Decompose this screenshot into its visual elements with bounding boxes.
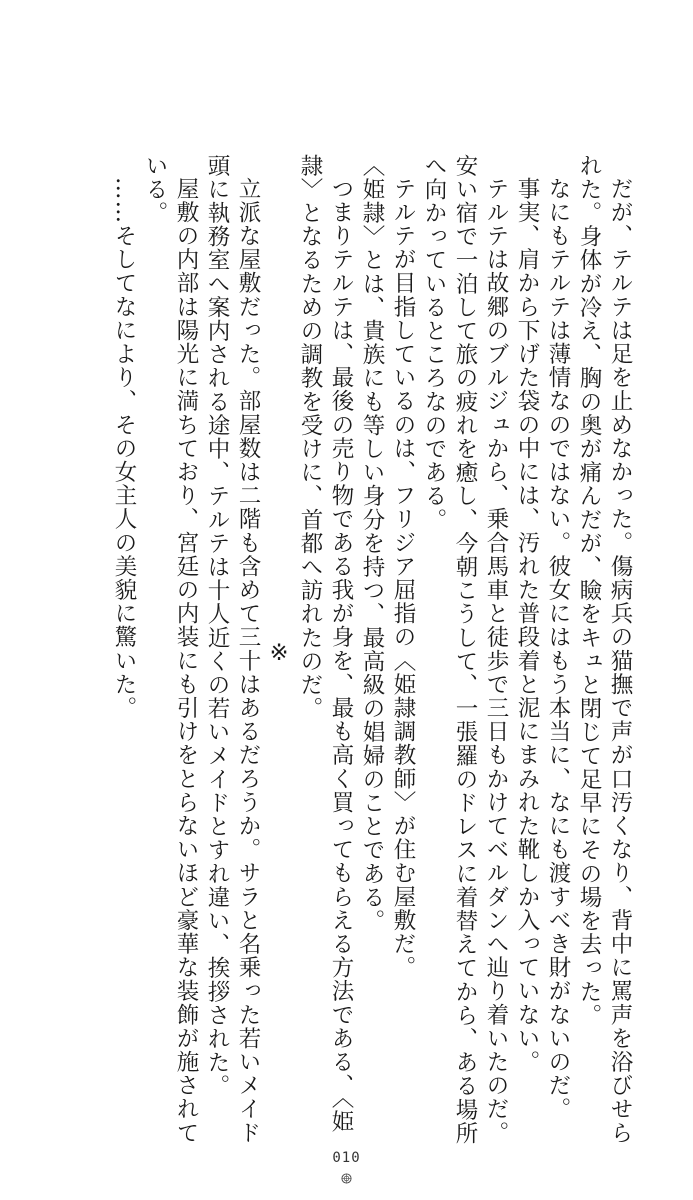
paragraph: 屋敷の内部は陽光に満ちており、宮廷の内装にも引けをとらないほど豪華な装飾が施されている。 (142, 154, 199, 1145)
body-text (108, 154, 635, 1154)
ornament-icon (341, 1173, 352, 1184)
paragraph: テルテは故郷のブルジュから、乗合馬車と徒歩で三日もかけてベルダンへ辿り着いたのだ。安い宿で一泊して旅の疲れを癒し、今朝こうして、一張羅のドレスに着替えてから、ある場所へ向かっているところなのである。 (421, 154, 509, 1146)
paragraph: 立派な屋敷だった。部屋数は二階も含めて三十はあるだろうか。サラと名乗った若いメイド頭に執務室へ案内される途中、テルテは十人近くの若いメイドとすれ違い、挨拶された。 (204, 154, 261, 1145)
section-break: ※ (266, 640, 292, 668)
page-number: 010 (332, 1150, 361, 1166)
paragraph: つまりテルテは、最後の売り物である我が身を、最も高く買ってもらえる方法である、〈姫隷〉となるための調教を受けに、首都へ訪れたのだ。 (297, 154, 354, 1133)
paragraph: だが、テルテは足を止めなかった。傷病兵の猫撫で声が口汚くなり、背中に罵声を浴びせられた。身体が冷え、胸の奥が痛んだが、瞼をキュと閉じて足早にその場を去った。 (576, 154, 633, 1145)
paragraph: 事実、肩から下げた袋の中には、汚れた普段着と泥にまみれた靴しか入っていない。 (514, 176, 540, 1074)
paragraph: なにもテルテは薄情なのではない。彼女にはもう本当に、なにも渡すべき財がないのだ。 (545, 176, 571, 1121)
paragraph: 〈姫隷〉とは、貴族にも等しい身分を持つ、最高級の娼婦のことである。 (359, 154, 385, 933)
paragraph: テルテが目指しているのは、フリジア屈指の〈姫隷調教師〉が住む屋敷だ。 (390, 176, 416, 979)
paragraph: ……そしてなにより、その女主人の美貌に驚いた。 (111, 176, 137, 720)
